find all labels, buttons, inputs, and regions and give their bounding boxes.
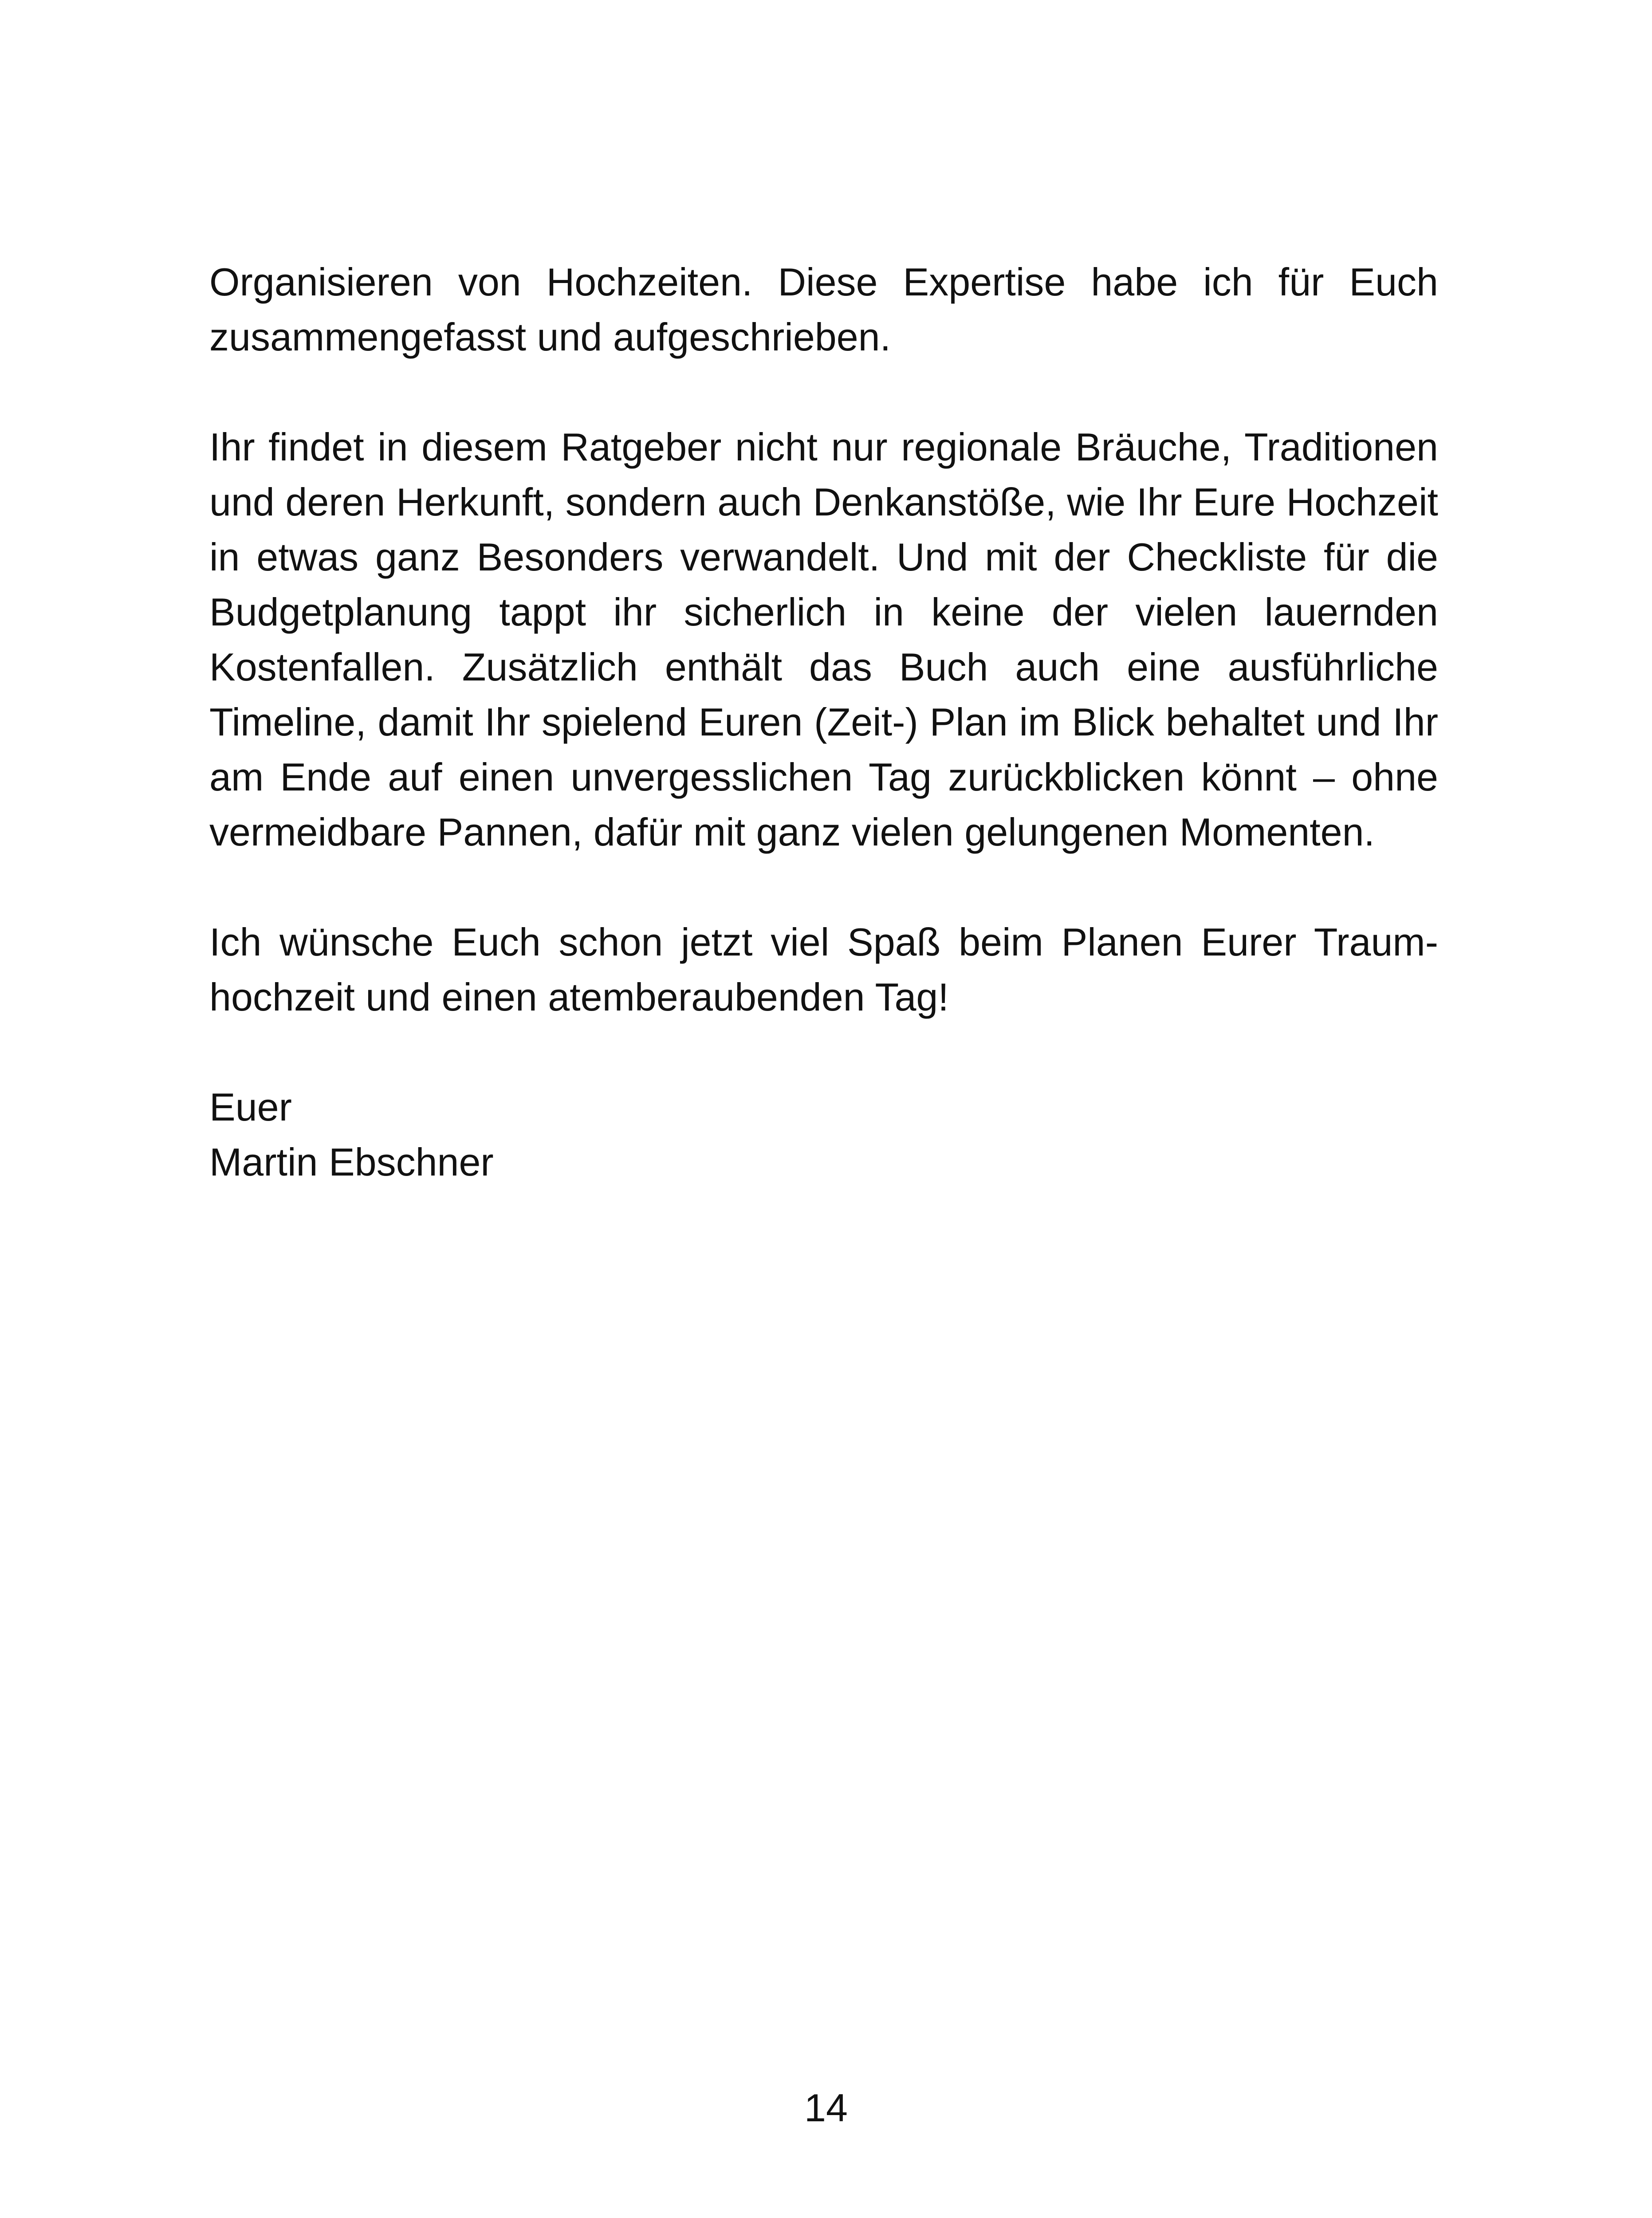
page-number: 14 (804, 2086, 848, 2130)
signoff-salutation: Euer (209, 1085, 292, 1129)
paragraph-expertise: Organisieren von Hochzeiten. Diese Expertise habe ich für Euch zusammengefasst und aufgeschrieben. (209, 260, 1438, 359)
signoff (209, 1080, 1438, 1190)
main-text (209, 255, 1438, 1190)
signoff-author: Martin Ebschner (209, 1140, 494, 1184)
paragraph-guide-contents: Ihr findet in diesem Ratgeber nicht nur regionale Bräuche, Traditionen und deren Herkunft, sondern auch Denkanstöße, wie Ihr Eure Hochzeit in etwas ganz Besonders verwandelt. Und mit der Checkliste für die Budgetplanung tappt ihr sicherlich in keine der vielen lauernden Kostenfallen. Zusätzlich enthält das Buch auch eine ausführliche Timeline, damit Ihr spielend Euren (Zeit-) Plan im Blick behaltet und Ihr am Ende auf einen unvergesslichen Tag zurückblicken könnt – ohne vermeidbare Pannen, dafür mit ganz vielen gelungenen Momenten. (209, 425, 1438, 854)
paragraph-wishes: Ich wünsche Euch schon jetzt viel Spaß beim Planen Eurer Traum-hochzeit und einen atemberaubenden Tag! (209, 920, 1438, 1019)
